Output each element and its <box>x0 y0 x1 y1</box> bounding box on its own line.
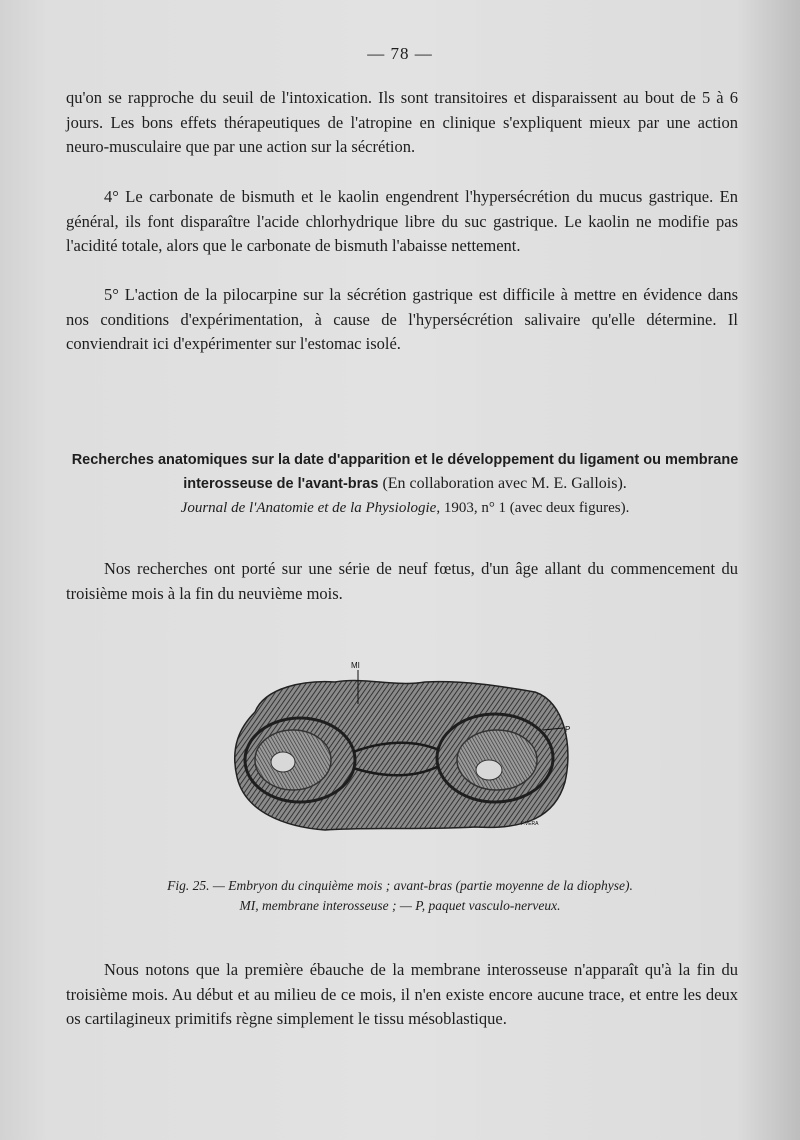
article-citation <box>66 496 744 520</box>
paragraph-atropine <box>66 86 738 160</box>
page-number: — 78 — <box>367 44 433 63</box>
caption-line-1: Fig. 25. — Embryon du cinquième mois ; avant-bras (partie moyenne de la diophyse). <box>167 878 633 893</box>
paragraph-text: 4° Le carbonate de bismuth et le kaolin engendrent l'hypersécrétion du mucus gastrique. En général, ils font disparaître l'acide chlorhydrique libre du suc gastrique. Le kaolin ne modifie pas l'acidité totale, alors que le carbonate de bismuth l'abaisse nettement. <box>66 187 738 255</box>
paragraph-bismuth-kaolin <box>66 185 738 259</box>
label-mi: MI <box>351 661 360 670</box>
engraver-signature: F.VERA <box>521 821 539 827</box>
paragraph-membrane <box>66 958 738 1032</box>
right-bone-cavity <box>476 760 502 780</box>
left-bone-cavity <box>271 752 295 772</box>
paragraph-text: Nos recherches ont porté sur une série de neuf fœtus, d'un âge allant du commencement du troisième mois à la fin du neuvième mois. <box>66 559 738 603</box>
paragraph-text: Nous notons que la première ébauche de la membrane interosseuse n'apparaît qu'à la fin du troisième mois. Au début et au milieu de ce mois, il n'en existe encore aucune trace, et entre les deux os cartilagineux primitifs règne simplement le tissu mésoblastique. <box>66 960 738 1028</box>
right-bone-core <box>457 730 537 790</box>
paragraph-text: 5° L'action de la pilocarpine sur la sécrétion gastrique est difficile à mettre en évidence dans nos conditions d'expérimentation, à cause de l'hypersécrétion salivaire qu'elle détermine. Il conviendrait ici d'expérimenter sur l'estomac isolé. <box>66 285 738 353</box>
article-title: Recherches anatomiques sur la date d'apparition et le développement du ligament ou membrane interosseuse de l'avant-bras <box>71 452 739 492</box>
paragraph-recherches <box>66 557 738 606</box>
article-heading <box>66 448 744 520</box>
article-collaboration: (En collaboration avec M. E. Gallois). <box>378 475 627 492</box>
figure-caption <box>100 876 700 916</box>
figure-forearm-section <box>225 652 585 852</box>
journal-name: Journal de l'Anatomie et de la Physiologie <box>180 500 437 516</box>
paragraph-text: qu'on se rapproche du seuil de l'intoxication. Ils sont transitoires et disparaissent au bout de 5 à 6 jours. Les bons effets thérapeutiques de l'atropine en clinique s'expliquent mieux par une action neuro-musculaire que par une action sur la sécrétion. <box>66 88 738 156</box>
label-p: P <box>565 725 571 734</box>
forearm-cross-section-illustration <box>225 652 585 852</box>
caption-line-2: MI, membrane interosseuse ; — P, paquet vasculo-nerveux. <box>239 898 561 913</box>
paragraph-pilocarpine <box>66 283 738 357</box>
journal-details: , 1903, n° 1 (avec deux figures). <box>436 500 630 516</box>
